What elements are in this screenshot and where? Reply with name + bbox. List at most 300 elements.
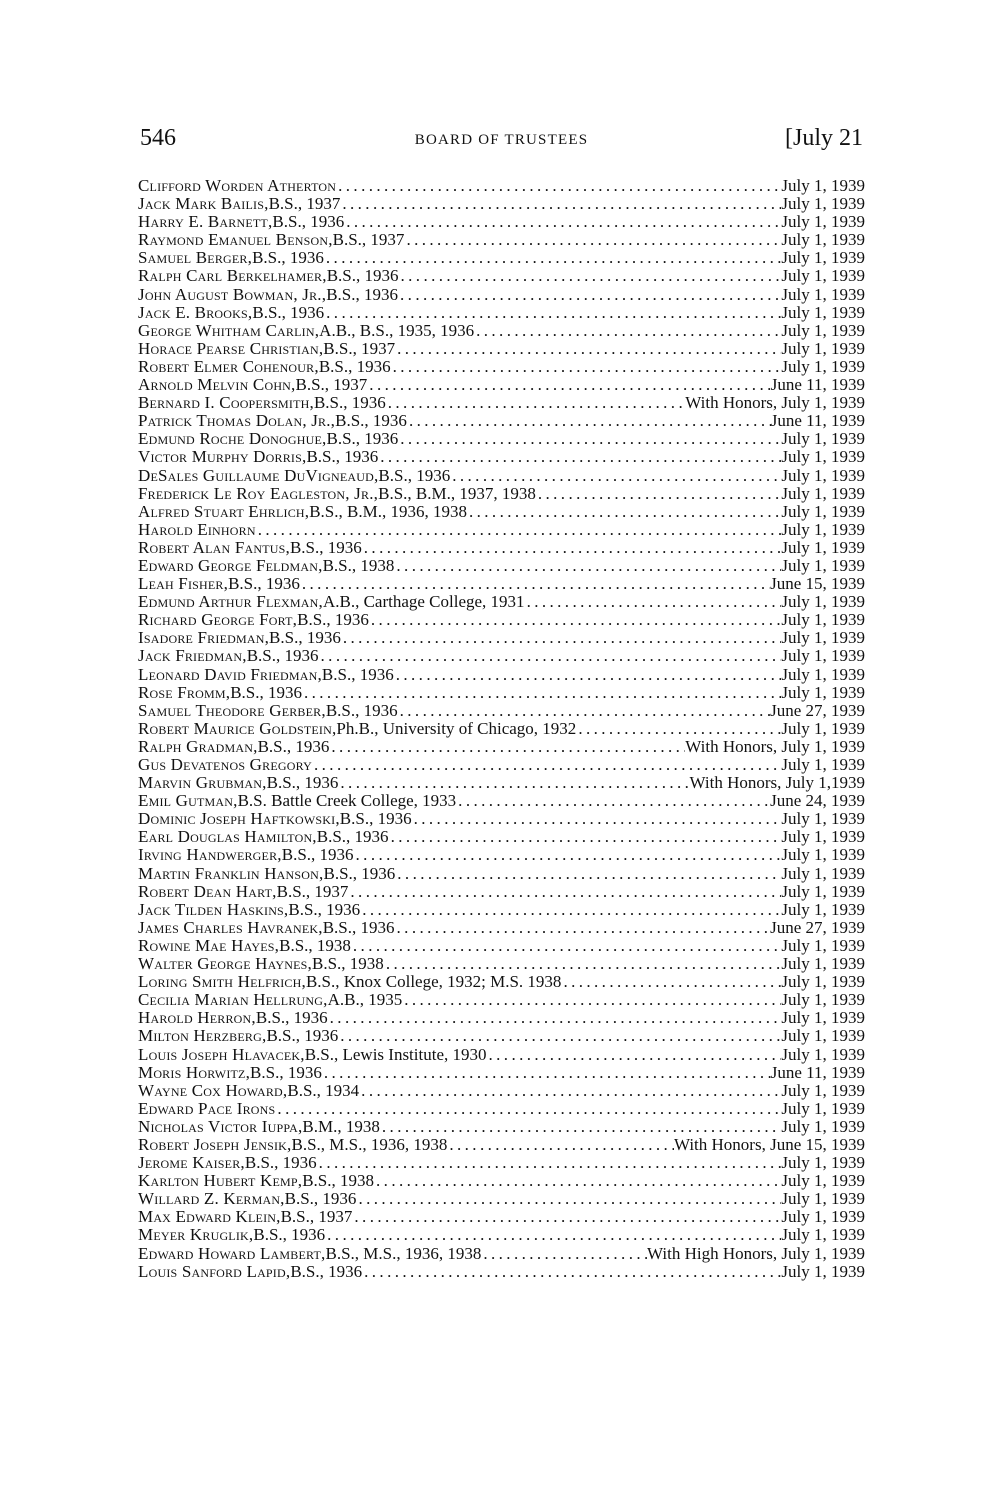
roster-entry <box>138 738 865 756</box>
degree-date: July 1, 1939 <box>781 1098 865 1118</box>
degree-date: July 1, 1939 <box>781 682 865 702</box>
dot-leader <box>394 666 782 684</box>
roster-entry <box>138 358 865 376</box>
prior-degree: A.B., 1935 <box>327 990 403 1010</box>
dot-leader <box>378 448 781 466</box>
roster-entry <box>138 195 865 213</box>
roster-entry <box>138 865 865 883</box>
degree-date: July 1, 1939 <box>781 827 865 847</box>
dot-leader <box>338 1027 781 1045</box>
prior-degree: B.S., 1936 <box>378 465 451 485</box>
graduate-name: James Charles Havranek, <box>138 917 323 937</box>
graduate-name: Frederick Le Roy Eagleston, Jr., <box>138 483 379 503</box>
prior-degree: B.S., 1937 <box>295 375 368 395</box>
degree-date: With Honors, July 1,1939 <box>689 773 865 793</box>
roster-entry <box>138 467 865 485</box>
graduate-name: Leah Fisher, <box>138 574 229 594</box>
degree-date: July 1, 1939 <box>781 1153 865 1173</box>
dot-leader <box>354 846 782 864</box>
graduate-name: Alfred Stuart Ehrlich, <box>138 501 310 521</box>
dot-leader <box>328 1009 782 1027</box>
degree-date: July 1, 1939 <box>781 610 865 630</box>
graduate-name: Earl Douglas Hamilton, <box>138 827 317 847</box>
roster-entry <box>138 1009 865 1027</box>
dot-leader <box>348 883 781 901</box>
prior-degree: B.S., 1936 <box>266 1026 339 1046</box>
dot-leader <box>300 575 770 593</box>
degree-date: With Honors, June 15, 1939 <box>673 1134 865 1154</box>
prior-degree: B.S., B.M., 1937, 1938 <box>378 483 536 503</box>
graduate-name: Robert Elmer Cohenour, <box>138 356 319 376</box>
roster-entry <box>138 1263 865 1281</box>
prior-degree: B.S., 1936 <box>253 1225 326 1245</box>
graduate-name: Jack Tilden Haskins, <box>138 899 289 919</box>
dot-leader <box>356 1190 781 1208</box>
roster-entry <box>138 1190 865 1208</box>
roster-entry <box>138 231 865 249</box>
dot-leader <box>447 1136 674 1154</box>
graduate-name: Edmund Arthur Flexman, <box>138 592 323 612</box>
graduate-name: Jack Friedman, <box>138 646 247 666</box>
graduate-name: Horace Pearse Christian, <box>138 338 324 358</box>
dot-leader <box>391 358 782 376</box>
graduate-name: Rowine Mae Hayes, <box>138 935 280 955</box>
graduate-name: Emil Gutman, <box>138 791 238 811</box>
dot-leader <box>481 1245 647 1263</box>
degree-date: June 27, 1939 <box>770 700 865 720</box>
graduate-name: Irving Handwerger, <box>138 845 282 865</box>
roster-entry <box>138 448 865 466</box>
graduate-name: Gus Devatenos Gregory <box>138 755 312 774</box>
graduate-name: Max Edward Klein, <box>138 1207 281 1227</box>
dot-leader <box>395 919 771 937</box>
degree-date: July 1, 1939 <box>781 302 865 322</box>
prior-degree: B.S., M.S., 1936, 1938 <box>325 1243 482 1263</box>
degree-date: July 1, 1939 <box>781 954 865 974</box>
roster-entry <box>138 955 865 973</box>
prior-degree: B.S., Knox College, 1932; M.S. 1938 <box>305 972 562 992</box>
graduate-name: Wayne Cox Howard, <box>138 1080 288 1100</box>
running-title: BOARD OF TRUSTEES <box>414 132 589 148</box>
prior-degree: B.S., 1936 <box>321 664 394 684</box>
degree-date: July 1, 1939 <box>781 899 865 919</box>
roster-entry <box>138 973 865 991</box>
degree-date: June 11, 1939 <box>770 1062 865 1082</box>
roster-entry <box>138 702 865 720</box>
roster-entry <box>138 557 865 575</box>
degree-date: July 1, 1939 <box>781 664 865 684</box>
roster-entry <box>138 1064 865 1082</box>
roster-entry <box>138 267 865 285</box>
degree-date: July 1, 1939 <box>781 881 865 901</box>
dot-leader <box>395 865 781 883</box>
graduate-name: Harold Herron, <box>138 1008 256 1028</box>
dot-leader <box>561 973 781 991</box>
prior-degree: B.S., 1936 <box>269 628 341 648</box>
prior-degree: B.S., 1936 <box>266 773 339 793</box>
dot-leader <box>256 521 782 539</box>
prior-degree: A.B., B.S., 1935, 1936 <box>319 320 475 340</box>
graduate-name: Nicholas Victor Iuppa, <box>138 1116 303 1136</box>
prior-degree: B.S., M.S., 1936, 1938 <box>291 1134 448 1154</box>
prior-degree: B.S., 1936 <box>246 646 319 666</box>
degree-date: July 1, 1939 <box>781 972 865 992</box>
dot-leader <box>302 684 781 702</box>
prior-degree: B.S., 1938 <box>322 555 395 575</box>
roster-entry <box>138 629 865 647</box>
prior-degree: Ph.B., University of Chicago, 1932 <box>336 718 577 738</box>
dot-leader <box>389 828 782 846</box>
dot-leader <box>399 267 782 285</box>
graduate-name: Louis Sanford Lapid, <box>138 1261 291 1281</box>
dot-leader <box>398 702 770 720</box>
graduate-name: Rose Fromm, <box>138 682 231 702</box>
graduate-name: Harold Einhorn <box>138 519 256 539</box>
prior-degree: B.S., 1936 <box>230 682 302 702</box>
graduate-name: Clifford Worden Atherton <box>138 176 337 195</box>
roster-entry <box>138 846 865 864</box>
prior-degree: B.S., 1937 <box>280 1207 353 1227</box>
dot-leader <box>324 304 781 322</box>
graduate-name: Edward Pace Irons <box>138 1098 276 1118</box>
degree-date: July 1, 1939 <box>781 483 865 503</box>
degree-date: July 1, 1939 <box>781 248 865 268</box>
degree-date: July 1, 1939 <box>781 1261 865 1281</box>
graduate-name: Edward Howard Lambert, <box>138 1243 326 1263</box>
dot-leader <box>359 1082 781 1100</box>
degree-date: With High Honors, July 1, 1939 <box>647 1243 865 1263</box>
degree-date: June 11, 1939 <box>770 375 865 395</box>
roster-entry <box>138 177 865 195</box>
prior-degree: B.S., 1938 <box>279 935 351 955</box>
graduate-name: Ralph Carl Berkelhamer, <box>138 266 327 286</box>
dot-leader <box>386 394 686 412</box>
degree-date: July 1, 1939 <box>781 592 865 612</box>
dot-leader <box>404 231 781 249</box>
roster-entry <box>138 1027 865 1045</box>
graduate-name: DeSales Guillaume DuVigneaud, <box>138 465 379 485</box>
prior-degree: B.S., 1936 <box>323 863 396 883</box>
degree-date: July 1, 1939 <box>781 1207 865 1227</box>
roster-entry <box>138 1082 865 1100</box>
section-date: [July 21 <box>785 125 863 151</box>
graduate-name: John August Bowman, Jr., <box>138 284 327 304</box>
roster-entry <box>138 1136 865 1154</box>
prior-degree: B.S., 1936 <box>244 1153 317 1173</box>
prior-degree: B.S., 1936 <box>313 393 386 413</box>
graduate-name: Isadore Friedman, <box>138 628 270 648</box>
roster-entry <box>138 774 865 792</box>
graduate-name: George Whitham Carlin, <box>138 320 320 340</box>
dot-leader <box>338 774 689 792</box>
roster-entry <box>138 286 865 304</box>
degree-date: July 1, 1939 <box>781 1080 865 1100</box>
dot-leader <box>369 611 782 629</box>
roster-entry <box>138 539 865 557</box>
roster-entry <box>138 883 865 901</box>
dot-leader <box>402 991 781 1009</box>
prior-degree: B.S., 1937 <box>268 194 341 214</box>
degree-date: June 15, 1939 <box>770 574 865 594</box>
degree-date: July 1, 1939 <box>781 429 865 449</box>
degree-date: June 27, 1939 <box>770 917 865 937</box>
roster-entry <box>138 666 865 684</box>
prior-degree: B.S., 1936 <box>281 845 354 865</box>
graduate-name: Ralph Gradman, <box>138 736 258 756</box>
roster-entry <box>138 720 865 738</box>
roster-entry <box>138 1226 865 1244</box>
degree-date: July 1, 1939 <box>781 266 865 286</box>
dot-leader <box>351 937 782 955</box>
degree-date: July 1, 1939 <box>781 646 865 666</box>
prior-degree: B.S., 1936 <box>326 284 399 304</box>
graduate-name: Jack E. Brooks, <box>138 302 253 322</box>
roster-entry <box>138 376 865 394</box>
degree-date: July 1, 1939 <box>781 1026 865 1046</box>
prior-degree: B.S., Lewis Institute, 1930 <box>304 1044 487 1064</box>
graduate-name: Patrick Thomas Dolan, Jr., <box>138 411 336 431</box>
dot-leader <box>576 720 781 738</box>
dot-leader <box>380 1118 782 1136</box>
degree-date: July 1, 1939 <box>781 356 865 376</box>
graduate-name: Arnold Melvin Cohn, <box>138 375 296 395</box>
degree-date: July 1, 1939 <box>781 176 865 195</box>
dot-leader <box>324 249 782 267</box>
prior-degree: B.S., 1936 <box>306 447 379 467</box>
dot-leader <box>487 1046 782 1064</box>
roster-entry <box>138 1100 865 1118</box>
degree-date: July 1, 1939 <box>781 863 865 883</box>
page-header <box>140 122 863 154</box>
dot-leader <box>340 195 781 213</box>
degree-date: July 1, 1939 <box>781 1225 865 1245</box>
degree-date: July 1, 1939 <box>781 447 865 467</box>
roster-entry <box>138 593 865 611</box>
prior-degree: B.S., 1938 <box>312 954 384 974</box>
roster-entry <box>138 756 865 774</box>
degree-date: July 1, 1939 <box>781 718 865 738</box>
dot-leader <box>374 1172 781 1190</box>
degree-date: July 1, 1939 <box>781 212 865 232</box>
degree-date: June 11, 1939 <box>770 411 865 431</box>
prior-degree: B.S., 1938 <box>302 1171 375 1191</box>
dot-leader <box>341 629 782 647</box>
degree-date: July 1, 1939 <box>781 501 865 521</box>
graduate-name: Martin Franklin Hanson, <box>138 863 324 883</box>
graduate-name: Jack Mark Bailis, <box>138 194 269 214</box>
roster-entry <box>138 1154 865 1172</box>
dot-leader <box>312 756 781 774</box>
degree-date: July 1, 1939 <box>781 1189 865 1209</box>
degree-date: July 1, 1939 <box>781 555 865 575</box>
dot-leader <box>275 1100 781 1118</box>
prior-degree: B.S., 1937 <box>276 881 349 901</box>
degree-date: July 1, 1939 <box>781 465 865 485</box>
dot-leader <box>329 738 685 756</box>
degree-date: July 1, 1939 <box>781 320 865 340</box>
prior-degree: B.S., 1936 <box>326 266 399 286</box>
degree-date: July 1, 1939 <box>781 1044 865 1064</box>
prior-degree: B.S., 1936 <box>326 429 399 449</box>
roster-entry <box>138 485 865 503</box>
prior-degree: B.S., 1936 <box>318 356 391 376</box>
roster-entry <box>138 322 865 340</box>
dot-leader <box>317 1154 782 1172</box>
roster-entry <box>138 340 865 358</box>
graduate-name: Robert Alan Fantus, <box>138 537 290 557</box>
dot-leader <box>319 647 782 665</box>
prior-degree: B.S., 1936 <box>289 537 362 557</box>
dot-leader <box>344 213 781 231</box>
graduate-name: Samuel Theodore Gerber, <box>138 700 326 720</box>
graduate-name: Meyer Kruglik, <box>138 1225 254 1245</box>
degree-date: July 1, 1939 <box>781 990 865 1010</box>
prior-degree: B.S., 1936 <box>316 827 389 847</box>
roster-entry <box>138 394 865 412</box>
roster-entry <box>138 901 865 919</box>
prior-degree: A.B., Carthage College, 1931 <box>322 592 525 612</box>
roster-entry <box>138 503 865 521</box>
roster-entry <box>138 521 865 539</box>
dot-leader <box>407 412 771 430</box>
roster-entry <box>138 430 865 448</box>
dot-leader <box>467 503 781 521</box>
graduate-name: Robert Dean Hart, <box>138 881 277 901</box>
dot-leader <box>525 593 782 611</box>
dot-leader <box>456 792 770 810</box>
dot-leader <box>474 322 781 340</box>
graduate-name: Samuel Berger, <box>138 248 253 268</box>
prior-degree: B.S., 1936 <box>335 411 407 431</box>
graduate-name: Louis Joseph Hlavacek, <box>138 1044 305 1064</box>
graduate-name: Milton Herzberg, <box>138 1026 267 1046</box>
dot-leader <box>322 1064 771 1082</box>
roster-entry <box>138 684 865 702</box>
prior-degree: B.S., 1936 <box>272 212 345 232</box>
degree-date: July 1, 1939 <box>781 809 865 829</box>
prior-degree: B.S. Battle Creek College, 1933 <box>237 791 457 811</box>
degree-date: July 1, 1939 <box>781 230 865 250</box>
prior-degree: B.S., 1937 <box>323 338 396 358</box>
roster-entry <box>138 1208 865 1226</box>
prior-degree: B.S., 1936 <box>252 302 325 322</box>
prior-degree: B.S., 1936 <box>290 1261 363 1281</box>
degree-date: June 24, 1939 <box>770 791 865 811</box>
dot-leader <box>352 1208 781 1226</box>
roster-entry <box>138 937 865 955</box>
dot-leader <box>384 955 782 973</box>
roster-entry <box>138 810 865 828</box>
graduate-name: Edward George Feldman, <box>138 555 323 575</box>
page-number: 546 <box>140 125 176 151</box>
roster-entry <box>138 647 865 665</box>
degree-date: With Honors, July 1, 1939 <box>685 393 865 413</box>
roster-entry <box>138 991 865 1009</box>
graduate-name: Loring Smith Helfrich, <box>138 972 306 992</box>
prior-degree: B.S., 1936 <box>325 700 398 720</box>
dot-leader <box>362 1263 781 1281</box>
prior-degree: B.S., 1936 <box>284 1189 357 1209</box>
prior-degree: B.M., 1938 <box>302 1116 380 1136</box>
roster-entry <box>138 1172 865 1190</box>
graduate-name: Robert Maurice Goldstein, <box>138 718 337 738</box>
roster-entry <box>138 919 865 937</box>
graduate-name: Walter George Haynes, <box>138 954 313 974</box>
roster-entry <box>138 412 865 430</box>
prior-degree: B.S., 1934 <box>287 1080 360 1100</box>
roster-entry <box>138 249 865 267</box>
prior-degree: B.S., 1936 <box>252 248 324 268</box>
prior-degree: B.S., 1936 <box>322 917 395 937</box>
dot-leader <box>325 1226 781 1244</box>
roster-entry <box>138 1118 865 1136</box>
roster-entry <box>138 828 865 846</box>
degree-date: July 1, 1939 <box>781 1008 865 1028</box>
degree-date: With Honors, July 1, 1939 <box>685 736 865 756</box>
prior-degree: B.S., 1936 <box>257 736 330 756</box>
roster-entry <box>138 304 865 322</box>
degree-date: July 1, 1939 <box>781 194 865 214</box>
dot-leader <box>536 485 782 503</box>
degree-date: July 1, 1939 <box>781 284 865 304</box>
roster-entry <box>138 792 865 810</box>
graduate-name: Dominic Joseph Haftkowski, <box>138 809 340 829</box>
graduate-name: Cecilia Marian Hellrung, <box>138 990 328 1010</box>
degree-date: July 1, 1939 <box>781 537 865 557</box>
degree-date: July 1, 1939 <box>781 338 865 358</box>
graduate-name: Victor Murphy Dorris, <box>138 447 307 467</box>
graduate-name: Leonard David Friedman, <box>138 664 322 684</box>
degree-date: July 1, 1939 <box>781 1171 865 1191</box>
graduate-name: Bernard I. Coopersmith, <box>138 393 314 413</box>
graduate-name: Jerome Kaiser, <box>138 1153 245 1173</box>
dot-leader <box>450 467 781 485</box>
degree-date: July 1, 1939 <box>781 519 865 539</box>
roster-entry <box>138 1245 865 1263</box>
graduate-name: Richard George Fort, <box>138 610 298 630</box>
roster-entry <box>138 213 865 231</box>
dot-leader <box>398 430 781 448</box>
prior-degree: B.S., B.M., 1936, 1938 <box>309 501 467 521</box>
prior-degree: B.S., 1936 <box>228 574 300 594</box>
degree-date: July 1, 1939 <box>781 755 865 774</box>
degree-date: July 1, 1939 <box>781 1116 865 1136</box>
graduate-name: Willard Z. Kerman, <box>138 1189 285 1209</box>
degree-date: July 1, 1939 <box>781 935 865 955</box>
graduate-name: Marvin Grubman, <box>138 773 267 793</box>
dot-leader <box>412 810 782 828</box>
prior-degree: B.S., 1936 <box>255 1008 328 1028</box>
dot-leader <box>395 340 781 358</box>
graduate-name: Robert Joseph Jensik, <box>138 1134 292 1154</box>
graduate-name: Harry E. Barnett, <box>138 212 273 232</box>
prior-degree: B.S., 1936 <box>297 610 369 630</box>
roster-entry <box>138 575 865 593</box>
graduate-name: Moris Horwitz, <box>138 1062 251 1082</box>
roster-entry <box>138 611 865 629</box>
graduate-name: Edmund Roche Donoghue, <box>138 429 327 449</box>
degree-date: July 1, 1939 <box>781 628 865 648</box>
dot-leader <box>394 557 781 575</box>
roster-entry <box>138 1046 865 1064</box>
prior-degree: B.S., 1936 <box>288 899 361 919</box>
degree-date: July 1, 1939 <box>781 845 865 865</box>
prior-degree: B.S., 1936 <box>339 809 412 829</box>
prior-degree: B.S., 1937 <box>332 230 405 250</box>
dot-leader <box>362 539 782 557</box>
dot-leader <box>367 376 770 394</box>
graduate-name: Karlton Hubert Kemp, <box>138 1171 303 1191</box>
